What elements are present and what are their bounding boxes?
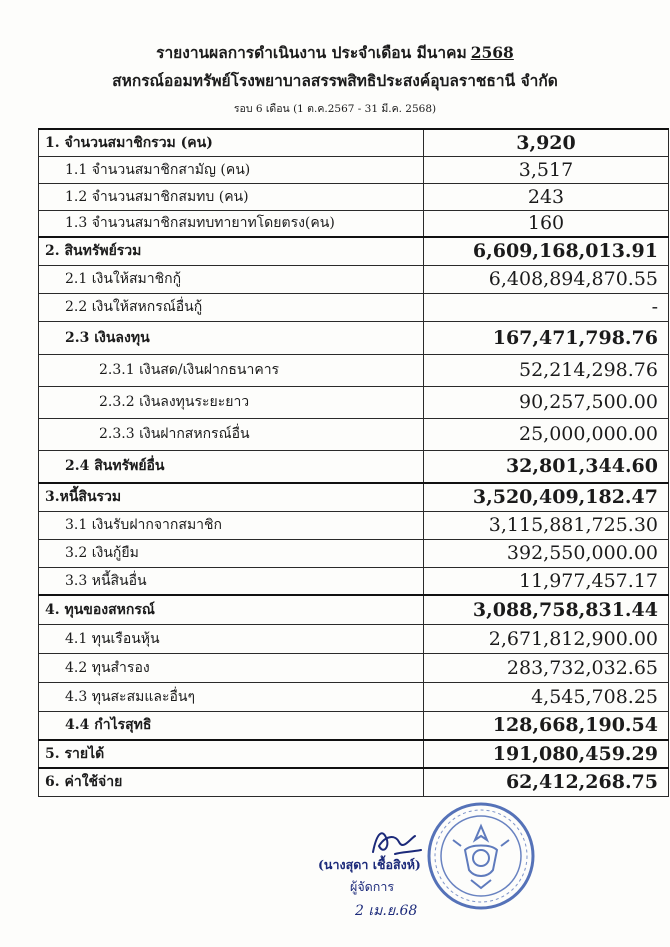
row-value: 32,801,344.60 (424, 450, 669, 483)
table-row (39, 682, 669, 711)
row-value: 128,668,190.54 (424, 711, 669, 740)
table-row (39, 511, 669, 539)
row-value: 283,732,032.65 (424, 653, 669, 682)
row-label: 2.1 เงินให้สมาชิกกู้ (39, 265, 424, 293)
table-row (39, 740, 669, 768)
signature-date: 2 เม.ย.68 (355, 903, 418, 919)
table-row (39, 418, 669, 450)
table-row (39, 653, 669, 682)
row-value: - (424, 293, 669, 321)
row-value: 25,000,000.00 (424, 418, 669, 450)
row-label: 2.3.2 เงินลงทุนระยะยาว (39, 386, 424, 418)
row-label: 4.3 ทุนสะสมและอื่นๆ (39, 682, 424, 711)
row-value: 3,520,409,182.47 (424, 483, 669, 511)
row-label: 4. ทุนของสหกรณ์ (39, 595, 424, 624)
table-row (39, 129, 669, 156)
row-value: 3,517 (424, 156, 669, 183)
table-row (39, 265, 669, 293)
row-value: 90,257,500.00 (424, 386, 669, 418)
report-table (38, 128, 669, 797)
row-value: 4,545,708.25 (424, 682, 669, 711)
row-value: 3,088,758,831.44 (424, 595, 669, 624)
cooperative-seal-stamp (425, 800, 537, 912)
row-label: 2.2 เงินให้สหกรณ์อื่นกู้ (39, 293, 424, 321)
table-row (39, 624, 669, 653)
table-row (39, 183, 669, 210)
table-row (39, 567, 669, 595)
row-value: 392,550,000.00 (424, 539, 669, 567)
row-label: 2.3.1 เงินสด/เงินฝากธนาคาร (39, 354, 424, 386)
row-value: 6,408,894,870.55 (424, 265, 669, 293)
row-label: 1.1 จำนวนสมาชิกสามัญ (คน) (39, 156, 424, 183)
signatory-title: ผู้จัดการ (350, 879, 395, 894)
row-value: 3,920 (424, 129, 669, 156)
row-value: 3,115,881,725.30 (424, 511, 669, 539)
row-label: 2.4 สินทรัพย์อื่น (39, 450, 424, 483)
table-row (39, 156, 669, 183)
row-label: 2.3 เงินลงทุน (39, 321, 424, 354)
coop-name: สหกรณ์ออมทรัพย์โรงพยาบาลสรรพสิทธิประสงค์อุบลราชธานี จำกัด (112, 71, 558, 90)
row-value: 243 (424, 183, 669, 210)
report-period: รอบ 6 เดือน (1 ต.ค.2567 - 31 มี.ค. 2568) (233, 103, 437, 115)
row-label: 1.3 จำนวนสมาชิกสมทบทายาทโดยตรง(คน) (39, 210, 424, 237)
table-row (39, 483, 669, 511)
row-label: 4.2 ทุนสำรอง (39, 653, 424, 682)
row-value: 62,412,268.75 (424, 768, 669, 796)
signatory-name: (นางสุดา เชื้อสิงห์) (318, 857, 421, 872)
row-label: 3.1 เงินรับฝากจากสมาชิก (39, 511, 424, 539)
row-label: 4.1 ทุนเรือนหุ้น (39, 624, 424, 653)
row-value: 52,214,298.76 (424, 354, 669, 386)
row-label: 2. สินทรัพย์รวม (39, 237, 424, 265)
table-row (39, 321, 669, 354)
table-row (39, 595, 669, 624)
row-value: 167,471,798.76 (424, 321, 669, 354)
row-value: 11,977,457.17 (424, 567, 669, 595)
table-row (39, 450, 669, 483)
row-value: 191,080,459.29 (424, 740, 669, 768)
report-title (0, 40, 670, 65)
row-label: 4.4 กำไรสุทธิ (39, 711, 424, 740)
row-label: 3.หนี้สินรวม (39, 483, 424, 511)
table-row (39, 386, 669, 418)
table-row (39, 354, 669, 386)
row-label: 1. จำนวนสมาชิกรวม (คน) (39, 129, 424, 156)
row-label: 6. ค่าใช้จ่าย (39, 768, 424, 796)
table-row (39, 768, 669, 796)
table-row (39, 539, 669, 567)
row-value: 160 (424, 210, 669, 237)
table-row (39, 293, 669, 321)
row-value: 2,671,812,900.00 (424, 624, 669, 653)
row-label: 3.3 หนี้สินอื่น (39, 567, 424, 595)
table-row (39, 210, 669, 237)
row-label: 1.2 จำนวนสมาชิกสมทบ (คน) (39, 183, 424, 210)
table-row (39, 237, 669, 265)
row-value: 6,609,168,013.91 (424, 237, 669, 265)
table-row (39, 711, 669, 740)
report-title-text: รายงานผลการดำเนินงาน ประจำเดือน มีนาคม (156, 43, 467, 62)
row-label: 3.2 เงินกู้ยืม (39, 539, 424, 567)
row-label: 5. รายได้ (39, 740, 424, 768)
report-year: 2568 (470, 43, 514, 62)
row-label: 2.3.3 เงินฝากสหกรณ์อื่น (39, 418, 424, 450)
